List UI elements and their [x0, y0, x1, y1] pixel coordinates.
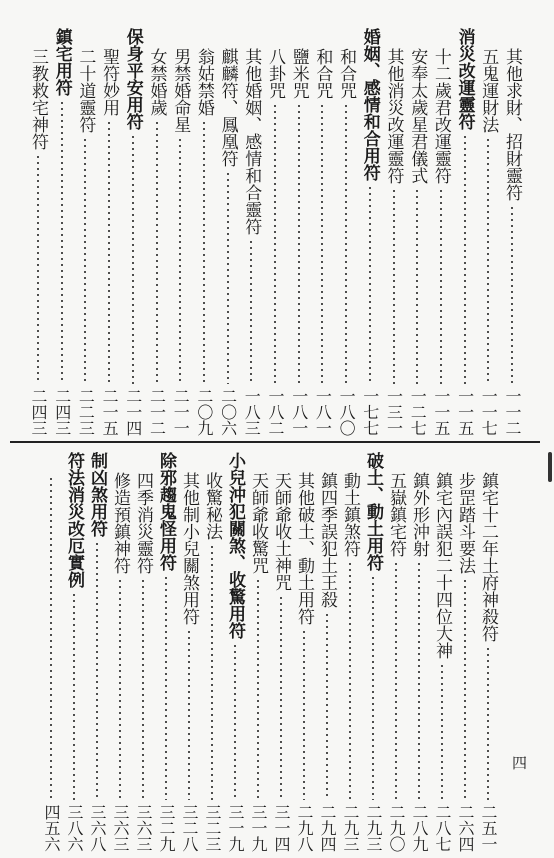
toc-page-number: 二四三 [52, 388, 72, 436]
dot-leader [73, 592, 75, 800]
toc-page-number: 二九四 [318, 804, 337, 852]
toc-entry [453, 28, 477, 436]
toc-entry [168, 28, 192, 436]
dot-leader [234, 643, 236, 800]
toc-page-number: 二一五 [100, 388, 120, 436]
toc-entry-title: 鎮宅十二年土府神殺符 [478, 472, 498, 642]
dot-leader [298, 103, 300, 384]
dot-leader [345, 103, 347, 384]
toc-section-heading: 符法消災改厄實例 [64, 452, 84, 588]
toc-entry-title: 動土鎮煞符 [340, 472, 360, 557]
toc-entry [97, 28, 121, 436]
dot-leader [349, 561, 351, 800]
toc-upper-section [0, 28, 554, 436]
toc-page-number: 二一一 [171, 388, 191, 436]
toc-section-heading: 制凶煞用符 [87, 452, 107, 537]
toc-entry-title: 十二歲君改運靈符 [430, 48, 451, 184]
toc-entry [384, 452, 408, 852]
toc-entry-title: 鎮外形沖射 [409, 472, 429, 557]
toc-entry [62, 452, 86, 852]
dot-leader [464, 578, 466, 800]
toc-entry [358, 28, 382, 436]
toc-entry [263, 28, 287, 436]
toc-entry-title: 男禁婚命星 [170, 48, 191, 133]
toc-entry [315, 452, 339, 852]
toc-entry [407, 452, 431, 852]
toc-entry-title: 三教救宅神符 [28, 48, 48, 150]
toc-entry [223, 452, 247, 852]
toc-lower-section [0, 452, 554, 852]
toc-entry [131, 452, 155, 852]
toc-section-heading: 婚姻、感情和合用符 [359, 28, 380, 181]
toc-entry [50, 28, 74, 436]
dot-leader [280, 595, 282, 800]
toc-entry-title: 步罡踏斗要法 [455, 472, 475, 574]
dot-leader [142, 578, 144, 800]
toc-page-number: 一八〇 [337, 388, 357, 436]
toc-entry-title: 鎮四季誤犯土王殺 [317, 472, 337, 608]
dot-leader [96, 541, 98, 800]
toc-entry [192, 28, 216, 436]
toc-entry [476, 28, 500, 436]
dot-leader [395, 561, 397, 800]
toc-entry-title: 二十道靈符 [75, 48, 96, 133]
dot-leader [37, 154, 39, 384]
dot-leader [416, 188, 418, 384]
dot-leader [156, 120, 158, 384]
toc-entry [108, 452, 132, 852]
toc-page-number: 二五一 [479, 804, 498, 852]
toc-section-heading: 小兒沖犯關煞、收驚用符 [225, 452, 245, 639]
toc-page-number: 二〇九 [194, 388, 214, 436]
toc-entry-title: 天師爺收驚咒 [248, 472, 268, 574]
toc-entry [405, 28, 429, 436]
toc-page-number: 三六三 [111, 804, 130, 852]
toc-section-heading: 鎮宅用符 [51, 28, 72, 96]
toc-entry-title: 五鬼運財法 [478, 48, 499, 133]
page-number: 四 [512, 754, 528, 772]
toc-entry [39, 452, 63, 852]
toc-entry-title: 其他消災改運靈符 [383, 48, 404, 184]
toc-entry-title: 安奉太歲星君儀式 [407, 48, 428, 184]
toc-entry [154, 452, 178, 852]
toc-entry-title: 八卦咒 [265, 48, 285, 99]
toc-page-number: 一三一 [384, 388, 404, 436]
toc-page-number: 三八六 [65, 804, 84, 852]
dot-leader [132, 134, 134, 384]
toc-entry [361, 452, 385, 852]
toc-page-number: 一一二 [503, 388, 522, 436]
toc-entry [334, 28, 358, 436]
toc-page-number: 二九八 [295, 804, 314, 852]
toc-page-number: 二八九 [410, 804, 429, 852]
toc-page-number: 二四三 [29, 388, 48, 436]
toc-entry-title: 四季消災靈符 [133, 472, 153, 574]
toc-entry-title: 其他破土、動土用符 [294, 472, 314, 625]
toc-page-number: 一一五 [431, 388, 451, 436]
dot-leader [418, 561, 420, 800]
toc-entry-title: 其他婚姻、感情和合靈符 [241, 48, 262, 235]
toc-entry [430, 452, 454, 852]
dot-leader [165, 575, 167, 800]
toc-entry [287, 28, 311, 436]
toc-page-number: 二九〇 [387, 804, 406, 852]
toc-entry-title: 聖符妙用 [99, 48, 120, 116]
toc-entry-title: 其他制小兒關煞用符 [179, 472, 199, 625]
dot-leader [326, 612, 328, 800]
toc-entry-title: 收驚秘法 [202, 472, 222, 540]
toc-page-number: 三六八 [88, 804, 107, 852]
toc-page-number: 二〇六 [218, 388, 238, 436]
toc-entry-title: 和合咒 [312, 48, 333, 99]
toc-page-number: 一八一 [289, 388, 309, 436]
toc-entry [85, 452, 109, 852]
toc-entry-title: 其他求財、招財靈符 [502, 48, 522, 201]
dot-leader [274, 103, 276, 384]
toc-page-number: 三二八 [180, 804, 199, 852]
dot-leader [179, 137, 181, 384]
toc-entry-title: 和合咒 [336, 48, 357, 99]
dot-leader [188, 629, 190, 800]
dot-leader [393, 188, 395, 384]
toc-page-number: 三二三 [203, 804, 222, 852]
toc-entry [453, 452, 477, 852]
toc-page-number: 二一四 [123, 388, 143, 436]
toc-entry-title: 麒麟符、鳳凰符 [217, 48, 238, 167]
dot-leader [119, 578, 121, 800]
toc-page-number: 三一四 [272, 804, 291, 852]
toc-section-heading: 破土、動土用符 [363, 452, 383, 571]
toc-entry [216, 28, 240, 436]
dot-leader [321, 103, 323, 384]
toc-entry-title: 鎮宅內誤犯二十四位大神 [432, 472, 452, 659]
toc-entry [246, 452, 270, 852]
toc-entry [200, 452, 224, 852]
dot-leader [372, 575, 374, 800]
toc-page-number: 三一九 [226, 804, 245, 852]
toc-entry [73, 28, 97, 436]
toc-entry [476, 452, 500, 852]
toc-entry [177, 452, 201, 852]
dot-leader [84, 137, 86, 384]
toc-page-number: 二六四 [456, 804, 475, 852]
toc-entry [145, 28, 169, 436]
toc-page-number: 三一九 [249, 804, 268, 852]
dot-leader [203, 120, 205, 384]
toc-page-number: 二八七 [433, 804, 452, 852]
toc-section-heading: 保身平安用符 [122, 28, 143, 130]
toc-entry-title: 天師爺收土神咒 [271, 472, 291, 591]
dot-leader [50, 476, 52, 800]
dot-leader [441, 663, 443, 800]
toc-page-number: 一八一 [313, 388, 333, 436]
toc-entry [269, 452, 293, 852]
toc-page-number: 二九三 [364, 804, 383, 852]
dot-leader [211, 544, 213, 800]
dot-leader [303, 629, 305, 800]
toc-page-number: 一八三 [242, 388, 262, 436]
dot-leader [487, 137, 489, 384]
toc-entry [239, 28, 263, 436]
toc-page-number: 四五六 [42, 804, 61, 852]
toc-section-heading: 消災改運靈符 [454, 28, 475, 130]
dot-leader [227, 171, 229, 384]
dot-leader [440, 188, 442, 384]
toc-entry [310, 28, 334, 436]
toc-section-heading: 除邪趨鬼怪用符 [156, 452, 176, 571]
toc-entry-title: 修造預鎮神符 [110, 472, 130, 574]
dot-leader [487, 646, 489, 800]
dot-leader [511, 205, 513, 384]
dot-leader [257, 578, 259, 800]
dot-leader [61, 100, 63, 384]
dot-leader [250, 239, 252, 384]
toc-entry-title: 女禁婚歲 [146, 48, 167, 116]
toc-entry [338, 452, 362, 852]
dot-leader [464, 134, 466, 384]
toc-page-number: 一二七 [408, 388, 428, 436]
toc-page-number: 一八二 [266, 388, 285, 436]
toc-page-number: 三六三 [134, 804, 153, 852]
toc-page-number: 二九三 [341, 804, 360, 852]
toc-entry-title: 五嶽鎮宅符 [386, 472, 406, 557]
toc-entry [121, 28, 145, 436]
toc-page-number: 一一五 [455, 388, 475, 436]
toc-page-number: 一七七 [360, 388, 380, 436]
toc-entry [382, 28, 406, 436]
toc-page-number: 三二九 [157, 804, 176, 852]
section-divider [10, 441, 540, 443]
toc-entry [429, 28, 453, 436]
toc-entry-title: 翁姑禁婚 [193, 48, 214, 116]
toc-entry [500, 28, 524, 436]
toc-entry [26, 28, 50, 436]
toc-page-number: 一一七 [479, 388, 499, 436]
toc-entry [292, 452, 316, 852]
toc-page-number: 二二三 [76, 388, 96, 436]
scan-mark [548, 452, 552, 482]
toc-entry-title: 鹽米咒 [288, 48, 309, 99]
toc-page-number: 二一二 [147, 388, 167, 436]
dot-leader [369, 185, 371, 384]
dot-leader [108, 120, 110, 384]
